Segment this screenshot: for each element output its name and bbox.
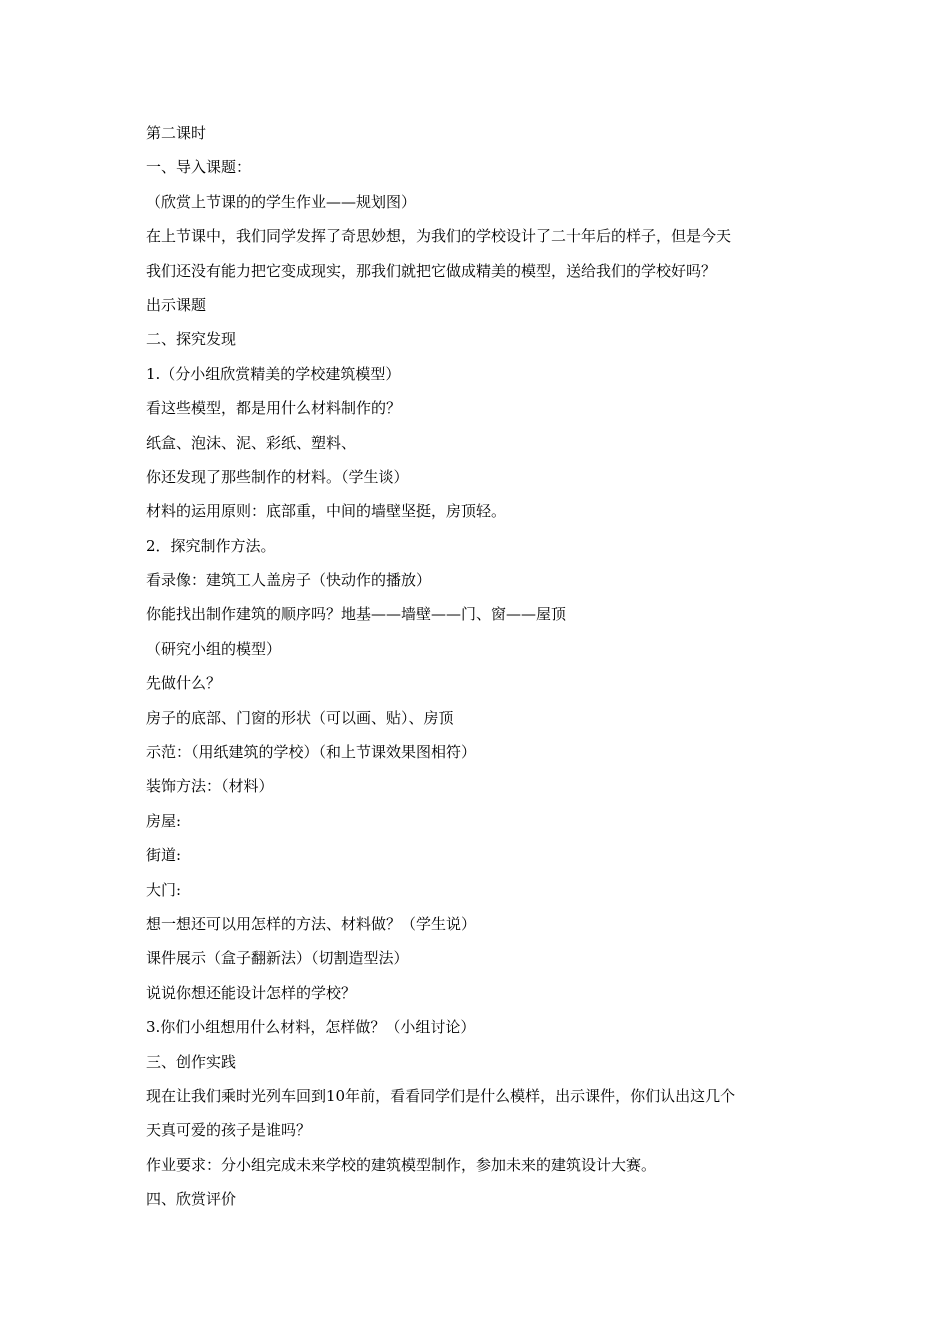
document-body bbox=[146, 116, 826, 1217]
paragraph-line: 示范：（用纸建筑的学校）（和上节课效果图相符） bbox=[146, 743, 477, 762]
paragraph-line: 在上节课中，我们同学发挥了奇思妙想，为我们的学校设计了二十年后的样子，但是今天 bbox=[146, 227, 732, 246]
paragraph-line: 3.你们小组想用什么材料，怎样做？（小组讨论） bbox=[146, 1018, 476, 1037]
paragraph-line: 天真可爱的孩子是谁吗？ bbox=[146, 1121, 312, 1140]
paragraph-line: 2．探究制作方法。 bbox=[146, 536, 276, 555]
paragraph-line: 出示课题 bbox=[146, 295, 207, 314]
paragraph-line: 装饰方法：（材料） bbox=[146, 777, 274, 796]
section-heading-1: 一、导入课题： bbox=[146, 158, 252, 177]
lesson-title: 第二课时 bbox=[146, 124, 207, 142]
paragraph-line: 1.（分小组欣赏精美的学校建筑模型） bbox=[146, 364, 401, 383]
paragraph-line: 现在让我们乘时光列车回到10年前，看看同学们是什么模样，出示课件，你们认出这几个 bbox=[146, 1086, 736, 1105]
paragraph-line: 课件展示（盒子翻新法）（切割造型法） bbox=[146, 949, 409, 968]
paragraph-line: 纸盒、泡沫、泥、彩纸、塑料、 bbox=[146, 433, 357, 452]
paragraph-line: 想一想还可以用怎样的方法、材料做？（学生说） bbox=[146, 914, 477, 933]
paragraph-line: 看录像：建筑工人盖房子（快动作的播放） bbox=[146, 571, 432, 590]
paragraph-line: 大门: bbox=[146, 880, 182, 899]
paragraph-line: 你能找出制作建筑的顺序吗？地基——墙壁——门、窗——屋顶 bbox=[146, 605, 567, 624]
paragraph-line: 说说你想还能设计怎样的学校？ bbox=[146, 983, 357, 1002]
paragraph-line: 材料的运用原则：底部重，中间的墙壁坚挺，房顶轻。 bbox=[146, 502, 507, 521]
paragraph-line: （欣赏上节课的的学生作业——规划图） bbox=[146, 192, 417, 211]
paragraph-line: 先做什么？ bbox=[146, 674, 222, 693]
paragraph-line: 房屋: bbox=[146, 811, 182, 830]
paragraph-line: 街道: bbox=[146, 846, 182, 865]
paragraph-line: 我们还没有能力把它变成现实，那我们就把它做成精美的模型，送给我们的学校好吗？ bbox=[146, 261, 717, 280]
paragraph-line: 看这些模型，都是用什么材料制作的？ bbox=[146, 399, 402, 418]
section-heading-2: 二、探究发现 bbox=[146, 330, 237, 349]
paragraph-line: 房子的底部、门窗的形状（可以画、贴）、房顶 bbox=[146, 708, 454, 727]
paragraph-line: （研究小组的模型） bbox=[146, 639, 282, 658]
paragraph-line: 作业要求：分小组完成未来学校的建筑模型制作，参加未来的建筑设计大赛。 bbox=[146, 1155, 657, 1174]
section-heading-4: 四、欣赏评价 bbox=[146, 1190, 237, 1209]
section-heading-3: 三、创作实践 bbox=[146, 1052, 237, 1071]
paragraph-line: 你还发现了那些制作的材料。（学生谈） bbox=[146, 467, 409, 486]
